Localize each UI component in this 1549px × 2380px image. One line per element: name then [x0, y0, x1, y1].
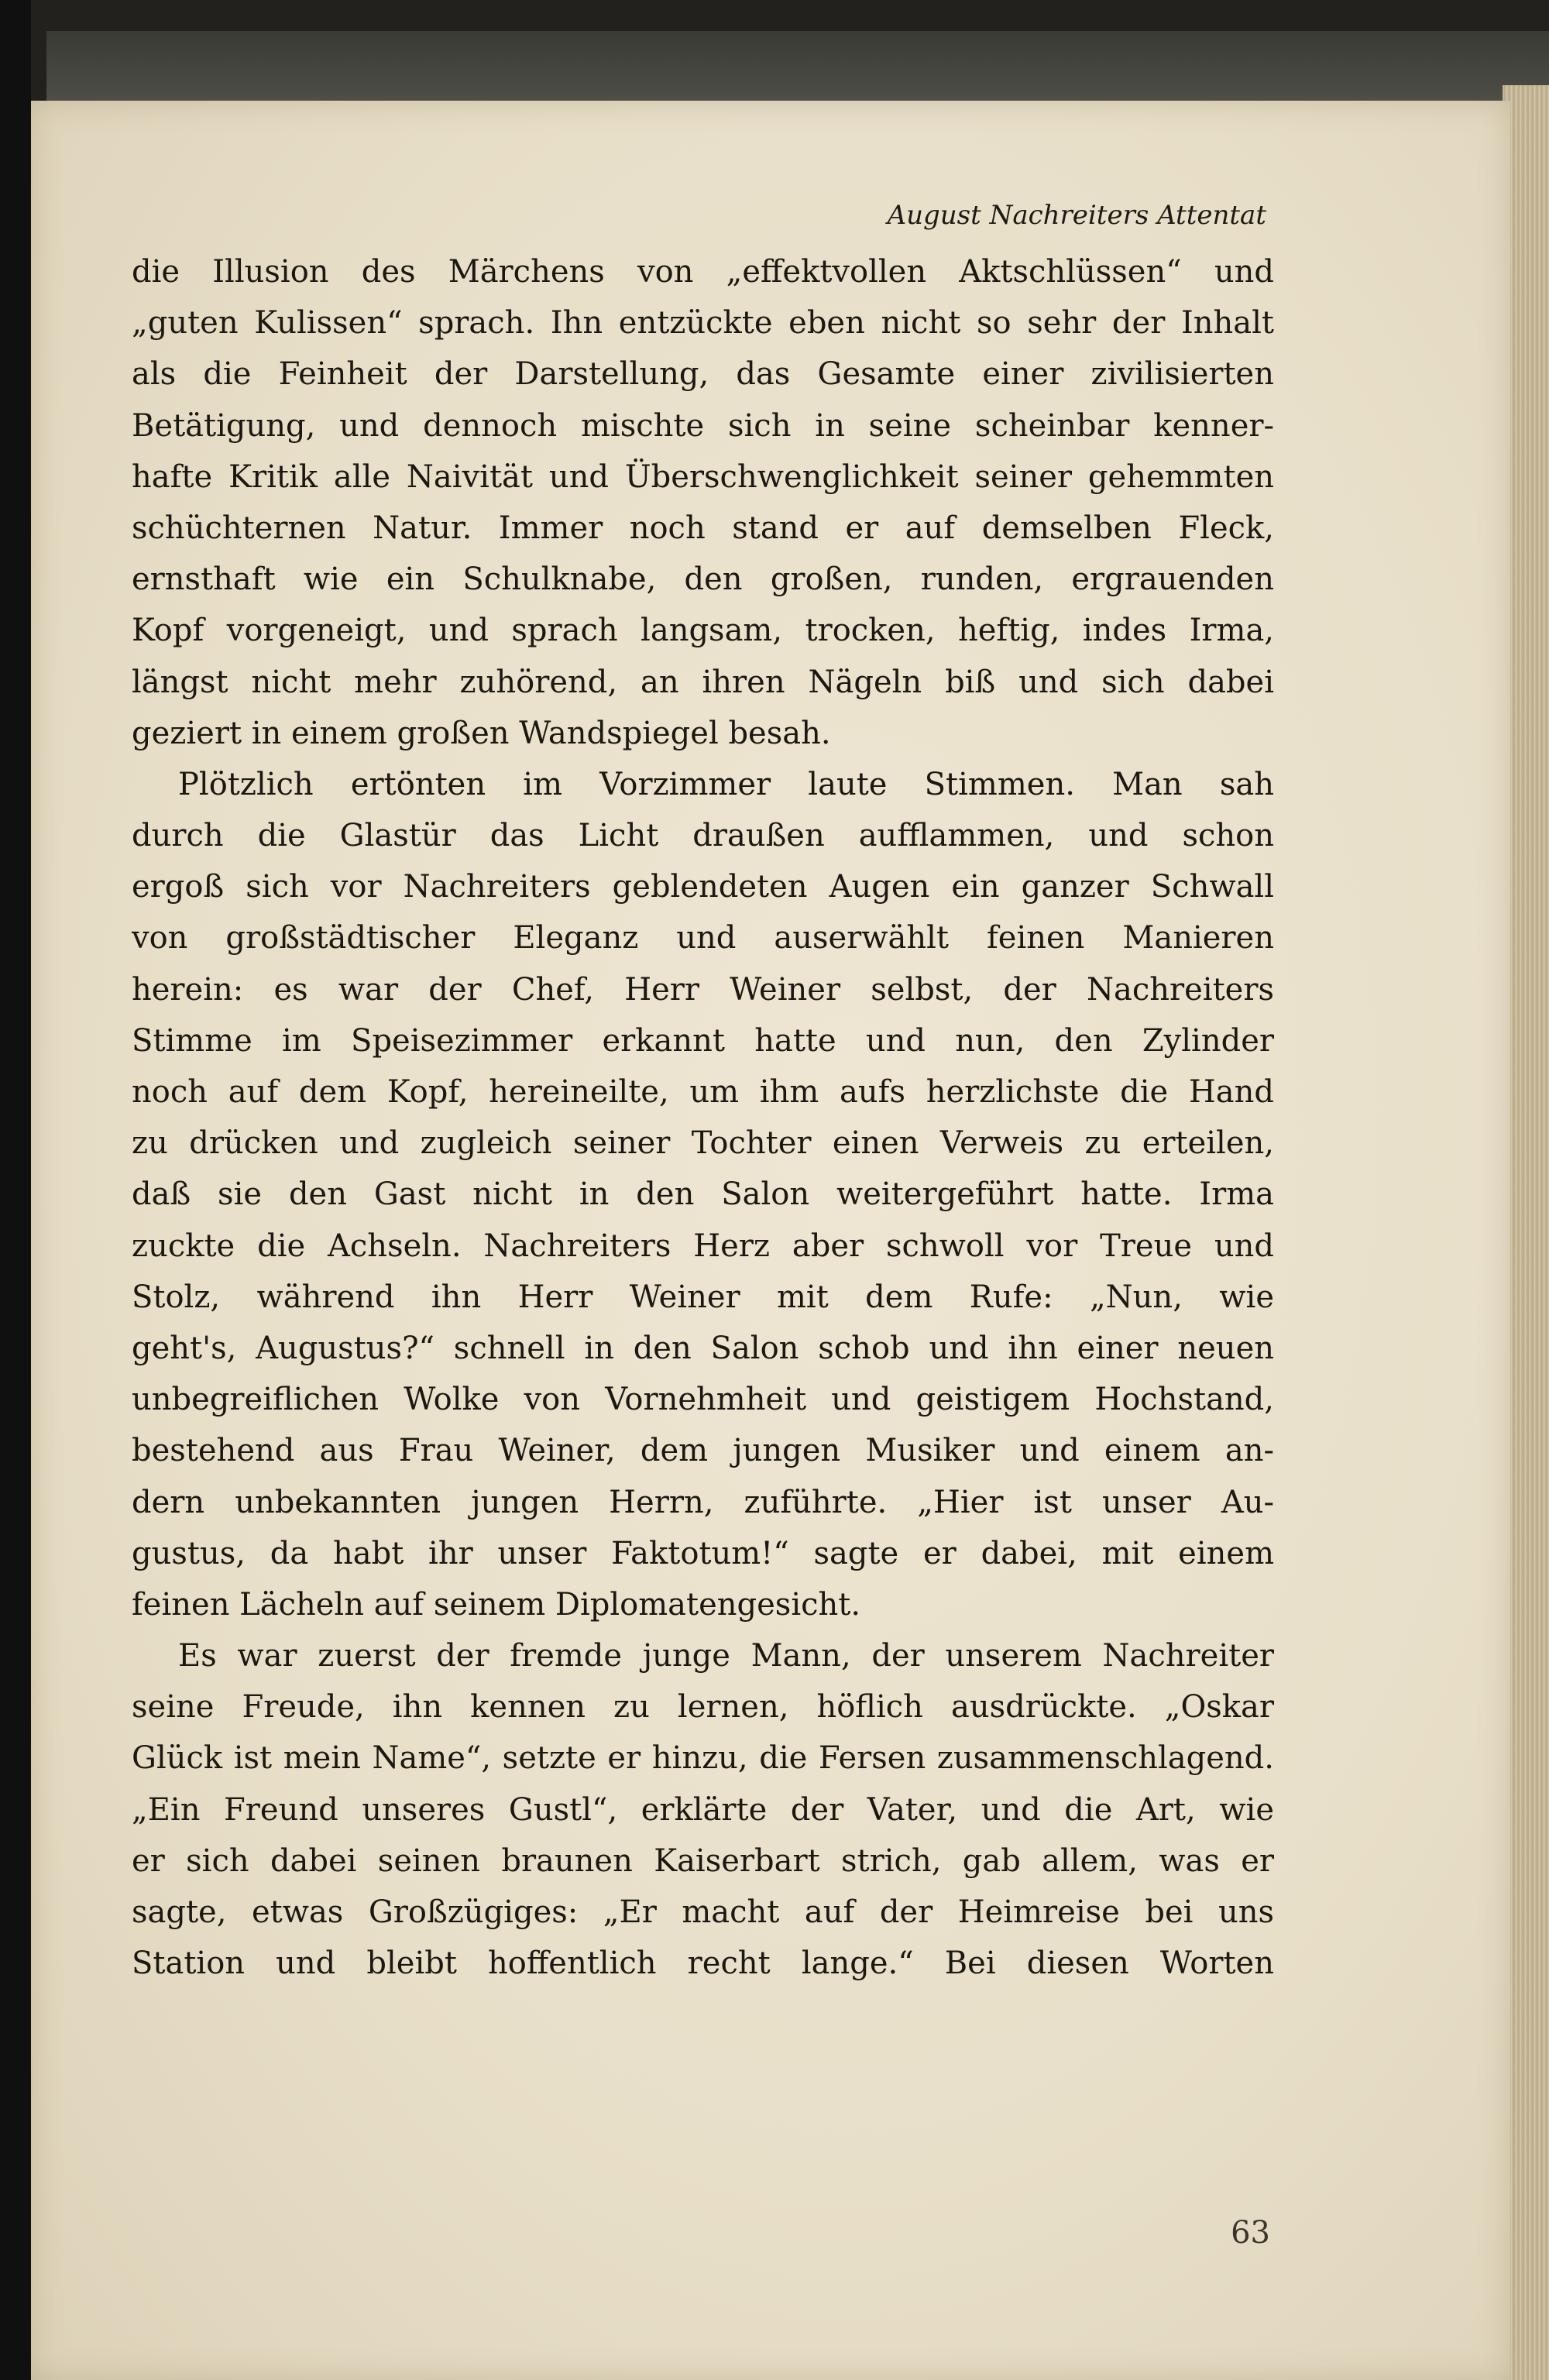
text-line: zu drücken und zugleich seiner Tochter einen Verweis zu erteilen, — [132, 1125, 1274, 1162]
text-line: schüchternen Natur. Immer noch stand er auf demselben Fleck, — [132, 510, 1274, 546]
text-line: von großstädtischer Eleganz und auserwählt feinen Manieren — [132, 920, 1274, 956]
text-line: Plötzlich ertönten im Vorzimmer laute Stimmen. Man sah — [178, 766, 1274, 802]
text-line: zuckte die Achseln. Nachreiters Herz aber schwoll vor Treue und — [132, 1228, 1274, 1264]
text-line: Station und bleibt hoffentlich recht lange.“ Bei diesen Worten — [132, 1946, 1274, 1982]
body-text — [132, 246, 1274, 1989]
running-header: August Nachreiters Attentat — [887, 200, 1266, 231]
text-line: geziert in einem großen Wandspiegel besah. — [132, 715, 831, 751]
text-line: er sich dabei seinen braunen Kaiserbart strich, gab allem, was er — [132, 1843, 1274, 1879]
text-line: seine Freude, ihn kennen zu lernen, höflich ausdrückte. „Oskar — [132, 1689, 1274, 1726]
text-line: als die Feinheit der Darstellung, das Gesamte einer zivilisierten — [132, 356, 1274, 393]
text-line: „Ein Freund unseres Gustl“, erklärte der Vater, und die Art, wie — [132, 1791, 1274, 1828]
text-line: Es war zuerst der fremde junge Mann, der unserem Nachreiter — [178, 1638, 1274, 1674]
text-line: ernsthaft wie ein Schulknabe, den großen, runden, ergrauenden — [132, 562, 1274, 598]
text-line: längst nicht mehr zuhörend, an ihren Nägeln biß und sich dabei — [132, 664, 1274, 700]
text-line: die Illusion des Märchens von „effektvollen Aktschlüssen“ und — [132, 254, 1274, 290]
text-line: gustus, da habt ihr unser Faktotum!“ sagte er dabei, mit einem — [132, 1535, 1274, 1571]
text-line: Glück ist mein Name“, setzte er hinzu, die Fersen zusammenschlagend. — [132, 1740, 1274, 1777]
text-line: feinen Lächeln auf seinem Diplomatengesicht. — [132, 1586, 861, 1623]
text-line: Stolz, während ihn Herr Weiner mit dem Rufe: „Nun, wie — [132, 1279, 1274, 1315]
text-line: hafte Kritik alle Naivität und Überschwenglichkeit seiner gehemmten — [132, 458, 1274, 495]
text-line: durch die Glastür das Licht draußen aufflammen, und schon — [132, 818, 1274, 854]
text-line: noch auf dem Kopf, hereineilte, um ihm aufs herzlichste die Hand — [132, 1074, 1274, 1110]
text-line: dern unbekannten jungen Herrn, zuführte. „Hier ist unser Au- — [132, 1484, 1274, 1520]
text-line: herein: es war der Chef, Herr Weiner selbst, der Nachreiters — [132, 971, 1274, 1008]
text-line: unbegreiflichen Wolke von Vornehmheit und geistigem Hochstand, — [132, 1382, 1274, 1418]
text-line: bestehend aus Frau Weiner, dem jungen Musiker und einem an- — [132, 1433, 1274, 1469]
page-number: 63 — [1231, 2215, 1270, 2251]
text-line: Stimme im Speisezimmer erkannt hatte und nun, den Zylinder — [132, 1022, 1274, 1059]
text-line: sagte, etwas Großzügiges: „Er macht auf der Heimreise bei uns — [132, 1894, 1274, 1930]
text-line: daß sie den Gast nicht in den Salon weitergeführt hatte. Irma — [132, 1176, 1274, 1213]
text-line: ergoß sich vor Nachreiters geblendeten Augen ein ganzer Schwall — [132, 869, 1274, 905]
text-line: Betätigung, und dennoch mischte sich in seine scheinbar kenner- — [132, 407, 1274, 444]
book-binding-edge — [0, 0, 31, 2380]
text-line: „guten Kulissen“ sprach. Ihn entzückte eben nicht so sehr der Inhalt — [132, 305, 1274, 342]
text-line: geht's, Augustus?“ schnell in den Salon schob und ihn einer neuen — [132, 1330, 1274, 1366]
text-line: Kopf vorgeneigt, und sprach langsam, trocken, heftig, indes Irma, — [132, 613, 1274, 649]
